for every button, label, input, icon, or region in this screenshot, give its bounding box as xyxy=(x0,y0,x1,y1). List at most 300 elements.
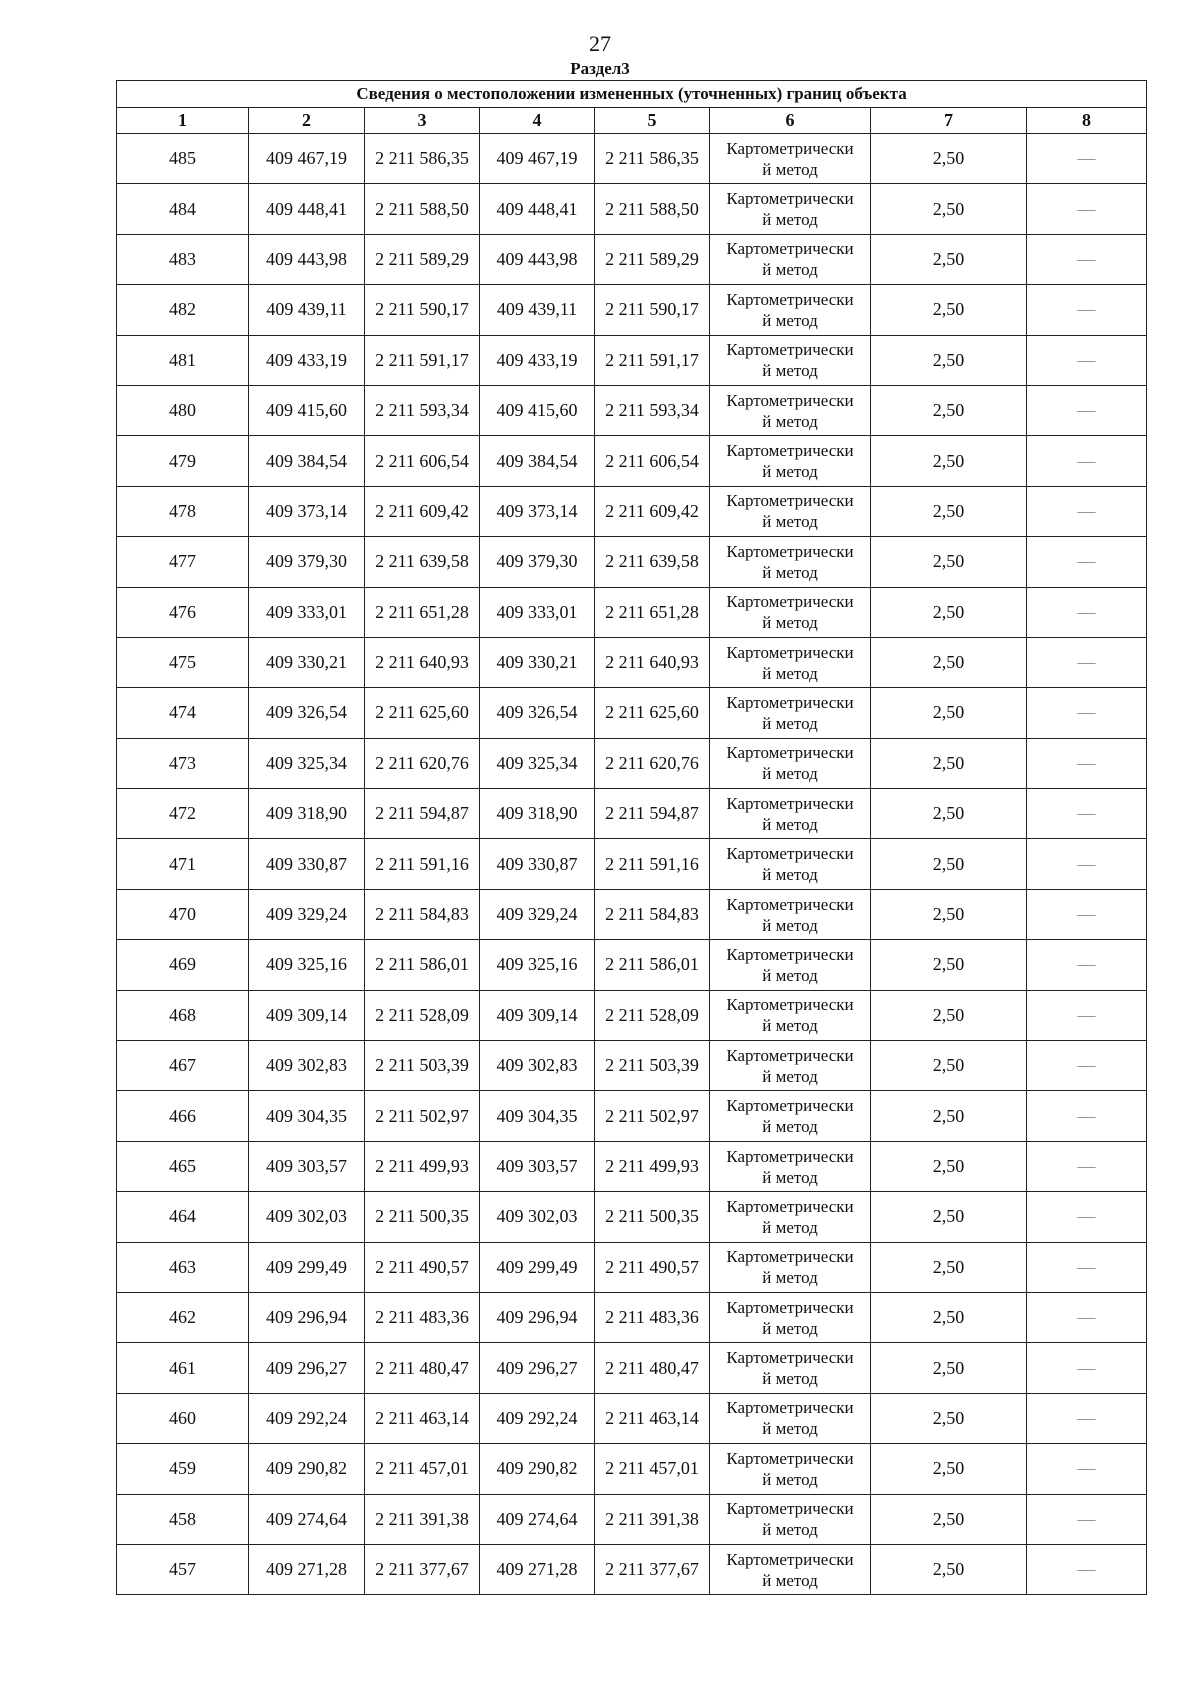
method-text-line2: й метод xyxy=(762,1066,818,1086)
y-coordinate-new-cell: 2 211 589,29 xyxy=(595,234,710,284)
note-cell: — xyxy=(1027,637,1147,687)
x-coordinate-new-cell: 409 467,19 xyxy=(480,134,595,184)
column-number: 3 xyxy=(365,108,480,134)
x-coordinate-new-cell: 409 448,41 xyxy=(480,184,595,234)
method-cell xyxy=(710,335,871,385)
x-coordinate-new-cell: 409 290,82 xyxy=(480,1444,595,1494)
y-coordinate-new-cell: 2 211 591,16 xyxy=(595,839,710,889)
x-coordinate-new-cell: 409 443,98 xyxy=(480,234,595,284)
table-caption: Сведения о местоположении измененных (уточненных) границ объекта xyxy=(117,81,1147,108)
table-row xyxy=(117,839,1147,889)
x-coordinate-cell: 409 299,49 xyxy=(249,1242,365,1292)
y-coordinate-new-cell: 2 211 586,01 xyxy=(595,940,710,990)
table-row xyxy=(117,587,1147,637)
note-cell: — xyxy=(1027,1393,1147,1443)
method-cell xyxy=(710,738,871,788)
y-coordinate-new-cell: 2 211 640,93 xyxy=(595,637,710,687)
y-coordinate-cell: 2 211 609,42 xyxy=(365,486,480,536)
accuracy-cell: 2,50 xyxy=(871,1393,1027,1443)
point-number-cell: 460 xyxy=(117,1393,249,1443)
x-coordinate-new-cell: 409 296,27 xyxy=(480,1343,595,1393)
point-number-cell: 472 xyxy=(117,789,249,839)
method-text-line1: Картометрически xyxy=(726,1247,854,1267)
method-cell xyxy=(710,1041,871,1091)
note-cell: — xyxy=(1027,738,1147,788)
y-coordinate-new-cell: 2 211 463,14 xyxy=(595,1393,710,1443)
x-coordinate-new-cell: 409 296,94 xyxy=(480,1292,595,1342)
table-row xyxy=(117,1192,1147,1242)
x-coordinate-new-cell: 409 325,34 xyxy=(480,738,595,788)
table-body xyxy=(117,134,1147,1595)
accuracy-cell: 2,50 xyxy=(871,537,1027,587)
column-number-row xyxy=(117,108,1147,134)
method-text-line1: Картометрически xyxy=(726,944,854,964)
x-coordinate-new-cell: 409 271,28 xyxy=(480,1544,595,1594)
method-text-line2: й метод xyxy=(762,260,818,280)
method-cell xyxy=(710,637,871,687)
method-text-line1: Картометрически xyxy=(726,189,854,209)
point-number-cell: 475 xyxy=(117,637,249,687)
table-row xyxy=(117,234,1147,284)
table-row xyxy=(117,1393,1147,1443)
method-text-line2: й метод xyxy=(762,915,818,935)
y-coordinate-cell: 2 211 502,97 xyxy=(365,1091,480,1141)
method-text-line2: й метод xyxy=(762,1318,818,1338)
accuracy-cell: 2,50 xyxy=(871,335,1027,385)
method-text-line1: Картометрически xyxy=(726,995,854,1015)
method-text-line2: й метод xyxy=(762,965,818,985)
note-cell: — xyxy=(1027,839,1147,889)
accuracy-cell: 2,50 xyxy=(871,1141,1027,1191)
table-row xyxy=(117,1494,1147,1544)
accuracy-cell: 2,50 xyxy=(871,1444,1027,1494)
method-text-line1: Картометрически xyxy=(726,541,854,561)
method-text-line2: й метод xyxy=(762,613,818,633)
method-cell xyxy=(710,1292,871,1342)
method-text-line1: Картометрически xyxy=(726,1045,854,1065)
y-coordinate-new-cell: 2 211 528,09 xyxy=(595,990,710,1040)
accuracy-cell: 2,50 xyxy=(871,436,1027,486)
y-coordinate-new-cell: 2 211 586,35 xyxy=(595,134,710,184)
y-coordinate-new-cell: 2 211 503,39 xyxy=(595,1041,710,1091)
x-coordinate-cell: 409 379,30 xyxy=(249,537,365,587)
method-cell xyxy=(710,839,871,889)
x-coordinate-new-cell: 409 433,19 xyxy=(480,335,595,385)
accuracy-cell: 2,50 xyxy=(871,990,1027,1040)
note-cell: — xyxy=(1027,789,1147,839)
method-text-line1: Картометрически xyxy=(726,1348,854,1368)
note-cell: — xyxy=(1027,1091,1147,1141)
method-text-line2: й метод xyxy=(762,1369,818,1389)
y-coordinate-cell: 2 211 586,35 xyxy=(365,134,480,184)
accuracy-cell: 2,50 xyxy=(871,587,1027,637)
method-cell xyxy=(710,990,871,1040)
method-text-line1: Картометрически xyxy=(726,491,854,511)
y-coordinate-cell: 2 211 463,14 xyxy=(365,1393,480,1443)
accuracy-cell: 2,50 xyxy=(871,940,1027,990)
note-cell: — xyxy=(1027,486,1147,536)
x-coordinate-new-cell: 409 439,11 xyxy=(480,285,595,335)
method-cell xyxy=(710,1494,871,1544)
point-number-cell: 462 xyxy=(117,1292,249,1342)
y-coordinate-new-cell: 2 211 594,87 xyxy=(595,789,710,839)
y-coordinate-cell: 2 211 625,60 xyxy=(365,688,480,738)
method-text-line2: й метод xyxy=(762,462,818,482)
note-cell: — xyxy=(1027,134,1147,184)
method-text-line2: й метод xyxy=(762,1520,818,1540)
method-text-line1: Картометрически xyxy=(726,441,854,461)
method-text-line1: Картометрически xyxy=(726,239,854,259)
y-coordinate-cell: 2 211 591,17 xyxy=(365,335,480,385)
table-row xyxy=(117,1242,1147,1292)
method-cell xyxy=(710,134,871,184)
table-row xyxy=(117,940,1147,990)
table-row xyxy=(117,134,1147,184)
x-coordinate-new-cell: 409 373,14 xyxy=(480,486,595,536)
table-row xyxy=(117,990,1147,1040)
y-coordinate-new-cell: 2 211 639,58 xyxy=(595,537,710,587)
point-number-cell: 464 xyxy=(117,1192,249,1242)
method-text-line1: Картометрически xyxy=(726,289,854,309)
method-cell xyxy=(710,688,871,738)
note-cell: — xyxy=(1027,1141,1147,1191)
x-coordinate-cell: 409 329,24 xyxy=(249,889,365,939)
point-number-cell: 480 xyxy=(117,385,249,435)
accuracy-cell: 2,50 xyxy=(871,637,1027,687)
accuracy-cell: 2,50 xyxy=(871,385,1027,435)
table-row xyxy=(117,285,1147,335)
method-text-line2: й метод xyxy=(762,1268,818,1288)
point-number-cell: 470 xyxy=(117,889,249,939)
page-number: 27 xyxy=(589,31,611,56)
note-cell: — xyxy=(1027,335,1147,385)
accuracy-cell: 2,50 xyxy=(871,1041,1027,1091)
method-cell xyxy=(710,1091,871,1141)
section-title: Раздел3 xyxy=(570,59,630,78)
point-number-cell: 467 xyxy=(117,1041,249,1091)
point-number-cell: 466 xyxy=(117,1091,249,1141)
method-text-line1: Картометрически xyxy=(726,844,854,864)
method-cell xyxy=(710,184,871,234)
method-text-line2: й метод xyxy=(762,310,818,330)
x-coordinate-cell: 409 384,54 xyxy=(249,436,365,486)
y-coordinate-cell: 2 211 606,54 xyxy=(365,436,480,486)
x-coordinate-cell: 409 296,27 xyxy=(249,1343,365,1393)
method-cell xyxy=(710,789,871,839)
method-text-line2: й метод xyxy=(762,1419,818,1439)
x-coordinate-new-cell: 409 304,35 xyxy=(480,1091,595,1141)
point-number-cell: 481 xyxy=(117,335,249,385)
table-row xyxy=(117,184,1147,234)
point-number-cell: 458 xyxy=(117,1494,249,1544)
table-row xyxy=(117,1444,1147,1494)
table-row xyxy=(117,335,1147,385)
method-text-line1: Картометрически xyxy=(726,1448,854,1468)
column-number: 7 xyxy=(871,108,1027,134)
y-coordinate-new-cell: 2 211 391,38 xyxy=(595,1494,710,1544)
method-text-line1: Картометрически xyxy=(726,390,854,410)
x-coordinate-new-cell: 409 292,24 xyxy=(480,1393,595,1443)
method-cell xyxy=(710,940,871,990)
y-coordinate-cell: 2 211 639,58 xyxy=(365,537,480,587)
column-number: 2 xyxy=(249,108,365,134)
method-text-line1: Картометрически xyxy=(726,1549,854,1569)
x-coordinate-cell: 409 302,03 xyxy=(249,1192,365,1242)
point-number-cell: 476 xyxy=(117,587,249,637)
accuracy-cell: 2,50 xyxy=(871,1091,1027,1141)
point-number-cell: 477 xyxy=(117,537,249,587)
method-text-line1: Картометрически xyxy=(726,1297,854,1317)
method-cell xyxy=(710,385,871,435)
y-coordinate-new-cell: 2 211 490,57 xyxy=(595,1242,710,1292)
method-text-line1: Картометрически xyxy=(726,1499,854,1519)
y-coordinate-cell: 2 211 588,50 xyxy=(365,184,480,234)
method-cell xyxy=(710,1393,871,1443)
x-coordinate-cell: 409 448,41 xyxy=(249,184,365,234)
y-coordinate-cell: 2 211 457,01 xyxy=(365,1444,480,1494)
method-text-line1: Картометрически xyxy=(726,894,854,914)
method-text-line2: й метод xyxy=(762,1469,818,1489)
accuracy-cell: 2,50 xyxy=(871,1242,1027,1292)
method-text-line2: й метод xyxy=(762,159,818,179)
y-coordinate-cell: 2 211 499,93 xyxy=(365,1141,480,1191)
x-coordinate-cell: 409 290,82 xyxy=(249,1444,365,1494)
method-cell xyxy=(710,486,871,536)
method-text-line1: Картометрически xyxy=(726,1146,854,1166)
y-coordinate-new-cell: 2 211 609,42 xyxy=(595,486,710,536)
method-text-line1: Картометрически xyxy=(726,1196,854,1216)
y-coordinate-cell: 2 211 377,67 xyxy=(365,1544,480,1594)
x-coordinate-cell: 409 439,11 xyxy=(249,285,365,335)
method-cell xyxy=(710,1192,871,1242)
method-text-line2: й метод xyxy=(762,411,818,431)
table-row xyxy=(117,789,1147,839)
point-number-cell: 485 xyxy=(117,134,249,184)
column-number: 4 xyxy=(480,108,595,134)
note-cell: — xyxy=(1027,1343,1147,1393)
y-coordinate-cell: 2 211 620,76 xyxy=(365,738,480,788)
x-coordinate-new-cell: 409 384,54 xyxy=(480,436,595,486)
method-text-line1: Картометрически xyxy=(726,743,854,763)
y-coordinate-new-cell: 2 211 593,34 xyxy=(595,385,710,435)
x-coordinate-cell: 409 274,64 xyxy=(249,1494,365,1544)
method-cell xyxy=(710,587,871,637)
method-text-line1: Картометрически xyxy=(726,1398,854,1418)
note-cell: — xyxy=(1027,1242,1147,1292)
note-cell: — xyxy=(1027,940,1147,990)
note-cell: — xyxy=(1027,688,1147,738)
method-cell xyxy=(710,1343,871,1393)
point-number-cell: 468 xyxy=(117,990,249,1040)
method-text-line2: й метод xyxy=(762,562,818,582)
column-number: 1 xyxy=(117,108,249,134)
x-coordinate-new-cell: 409 325,16 xyxy=(480,940,595,990)
point-number-cell: 474 xyxy=(117,688,249,738)
x-coordinate-new-cell: 409 326,54 xyxy=(480,688,595,738)
x-coordinate-cell: 409 296,94 xyxy=(249,1292,365,1342)
method-cell xyxy=(710,1141,871,1191)
table-row xyxy=(117,738,1147,788)
y-coordinate-cell: 2 211 651,28 xyxy=(365,587,480,637)
x-coordinate-new-cell: 409 379,30 xyxy=(480,537,595,587)
y-coordinate-new-cell: 2 211 606,54 xyxy=(595,436,710,486)
method-text-line2: й метод xyxy=(762,210,818,230)
x-coordinate-cell: 409 303,57 xyxy=(249,1141,365,1191)
x-coordinate-cell: 409 433,19 xyxy=(249,335,365,385)
x-coordinate-cell: 409 443,98 xyxy=(249,234,365,284)
y-coordinate-new-cell: 2 211 591,17 xyxy=(595,335,710,385)
x-coordinate-cell: 409 330,21 xyxy=(249,637,365,687)
x-coordinate-new-cell: 409 330,87 xyxy=(480,839,595,889)
note-cell: — xyxy=(1027,587,1147,637)
y-coordinate-new-cell: 2 211 499,93 xyxy=(595,1141,710,1191)
point-number-cell: 483 xyxy=(117,234,249,284)
y-coordinate-new-cell: 2 211 480,47 xyxy=(595,1343,710,1393)
x-coordinate-cell: 409 326,54 xyxy=(249,688,365,738)
y-coordinate-cell: 2 211 586,01 xyxy=(365,940,480,990)
method-cell xyxy=(710,436,871,486)
note-cell: — xyxy=(1027,436,1147,486)
y-coordinate-cell: 2 211 640,93 xyxy=(365,637,480,687)
y-coordinate-cell: 2 211 591,16 xyxy=(365,839,480,889)
method-text-line2: й метод xyxy=(762,1117,818,1137)
method-text-line2: й метод xyxy=(762,361,818,381)
note-cell: — xyxy=(1027,889,1147,939)
table-row xyxy=(117,385,1147,435)
y-coordinate-cell: 2 211 391,38 xyxy=(365,1494,480,1544)
note-cell: — xyxy=(1027,234,1147,284)
x-coordinate-cell: 409 318,90 xyxy=(249,789,365,839)
note-cell: — xyxy=(1027,537,1147,587)
y-coordinate-new-cell: 2 211 502,97 xyxy=(595,1091,710,1141)
x-coordinate-cell: 409 304,35 xyxy=(249,1091,365,1141)
accuracy-cell: 2,50 xyxy=(871,1494,1027,1544)
y-coordinate-cell: 2 211 528,09 xyxy=(365,990,480,1040)
x-coordinate-cell: 409 415,60 xyxy=(249,385,365,435)
method-cell xyxy=(710,889,871,939)
x-coordinate-cell: 409 467,19 xyxy=(249,134,365,184)
method-text-line2: й метод xyxy=(762,713,818,733)
y-coordinate-new-cell: 2 211 588,50 xyxy=(595,184,710,234)
y-coordinate-cell: 2 211 483,36 xyxy=(365,1292,480,1342)
y-coordinate-cell: 2 211 503,39 xyxy=(365,1041,480,1091)
table-row xyxy=(117,637,1147,687)
table-row xyxy=(117,688,1147,738)
method-text-line2: й метод xyxy=(762,1570,818,1590)
method-text-line1: Картометрически xyxy=(726,1096,854,1116)
method-text-line1: Картометрически xyxy=(726,642,854,662)
x-coordinate-new-cell: 409 302,83 xyxy=(480,1041,595,1091)
table-row xyxy=(117,1544,1147,1594)
accuracy-cell: 2,50 xyxy=(871,889,1027,939)
y-coordinate-new-cell: 2 211 620,76 xyxy=(595,738,710,788)
method-text-line2: й метод xyxy=(762,1016,818,1036)
note-cell: — xyxy=(1027,990,1147,1040)
method-cell xyxy=(710,1444,871,1494)
method-text-line1: Картометрически xyxy=(726,793,854,813)
method-text-line2: й метод xyxy=(762,865,818,885)
method-cell xyxy=(710,1242,871,1292)
x-coordinate-new-cell: 409 274,64 xyxy=(480,1494,595,1544)
method-text-line2: й метод xyxy=(762,814,818,834)
method-text-line1: Картометрически xyxy=(726,692,854,712)
y-coordinate-new-cell: 2 211 590,17 xyxy=(595,285,710,335)
method-text-line1: Картометрически xyxy=(726,340,854,360)
y-coordinate-cell: 2 211 593,34 xyxy=(365,385,480,435)
method-text-line2: й метод xyxy=(762,1217,818,1237)
y-coordinate-cell: 2 211 500,35 xyxy=(365,1192,480,1242)
method-text-line2: й метод xyxy=(762,1167,818,1187)
y-coordinate-new-cell: 2 211 625,60 xyxy=(595,688,710,738)
accuracy-cell: 2,50 xyxy=(871,134,1027,184)
table-row xyxy=(117,436,1147,486)
coordinates-table xyxy=(116,80,1147,1595)
note-cell: — xyxy=(1027,1292,1147,1342)
y-coordinate-new-cell: 2 211 651,28 xyxy=(595,587,710,637)
x-coordinate-cell: 409 292,24 xyxy=(249,1393,365,1443)
y-coordinate-new-cell: 2 211 483,36 xyxy=(595,1292,710,1342)
y-coordinate-cell: 2 211 480,47 xyxy=(365,1343,480,1393)
x-coordinate-cell: 409 325,34 xyxy=(249,738,365,788)
method-cell xyxy=(710,537,871,587)
y-coordinate-cell: 2 211 490,57 xyxy=(365,1242,480,1292)
accuracy-cell: 2,50 xyxy=(871,234,1027,284)
column-number: 6 xyxy=(710,108,871,134)
accuracy-cell: 2,50 xyxy=(871,1292,1027,1342)
method-text-line1: Картометрически xyxy=(726,592,854,612)
note-cell: — xyxy=(1027,1544,1147,1594)
point-number-cell: 471 xyxy=(117,839,249,889)
x-coordinate-new-cell: 409 303,57 xyxy=(480,1141,595,1191)
table-row xyxy=(117,1091,1147,1141)
table-row xyxy=(117,486,1147,536)
x-coordinate-new-cell: 409 333,01 xyxy=(480,587,595,637)
x-coordinate-cell: 409 373,14 xyxy=(249,486,365,536)
table-row xyxy=(117,1041,1147,1091)
point-number-cell: 459 xyxy=(117,1444,249,1494)
x-coordinate-cell: 409 271,28 xyxy=(249,1544,365,1594)
x-coordinate-new-cell: 409 329,24 xyxy=(480,889,595,939)
y-coordinate-cell: 2 211 590,17 xyxy=(365,285,480,335)
x-coordinate-cell: 409 302,83 xyxy=(249,1041,365,1091)
y-coordinate-cell: 2 211 594,87 xyxy=(365,789,480,839)
note-cell: — xyxy=(1027,1192,1147,1242)
accuracy-cell: 2,50 xyxy=(871,1343,1027,1393)
accuracy-cell: 2,50 xyxy=(871,486,1027,536)
accuracy-cell: 2,50 xyxy=(871,1544,1027,1594)
point-number-cell: 463 xyxy=(117,1242,249,1292)
note-cell: — xyxy=(1027,385,1147,435)
x-coordinate-new-cell: 409 302,03 xyxy=(480,1192,595,1242)
method-text-line2: й метод xyxy=(762,764,818,784)
y-coordinate-new-cell: 2 211 377,67 xyxy=(595,1544,710,1594)
point-number-cell: 469 xyxy=(117,940,249,990)
note-cell: — xyxy=(1027,184,1147,234)
x-coordinate-cell: 409 333,01 xyxy=(249,587,365,637)
accuracy-cell: 2,50 xyxy=(871,285,1027,335)
method-cell xyxy=(710,234,871,284)
point-number-cell: 461 xyxy=(117,1343,249,1393)
x-coordinate-cell: 409 309,14 xyxy=(249,990,365,1040)
column-number: 8 xyxy=(1027,108,1147,134)
note-cell: — xyxy=(1027,1041,1147,1091)
method-text-line1: Картометрически xyxy=(726,138,854,158)
accuracy-cell: 2,50 xyxy=(871,184,1027,234)
y-coordinate-new-cell: 2 211 584,83 xyxy=(595,889,710,939)
x-coordinate-new-cell: 409 330,21 xyxy=(480,637,595,687)
y-coordinate-new-cell: 2 211 457,01 xyxy=(595,1444,710,1494)
point-number-cell: 473 xyxy=(117,738,249,788)
